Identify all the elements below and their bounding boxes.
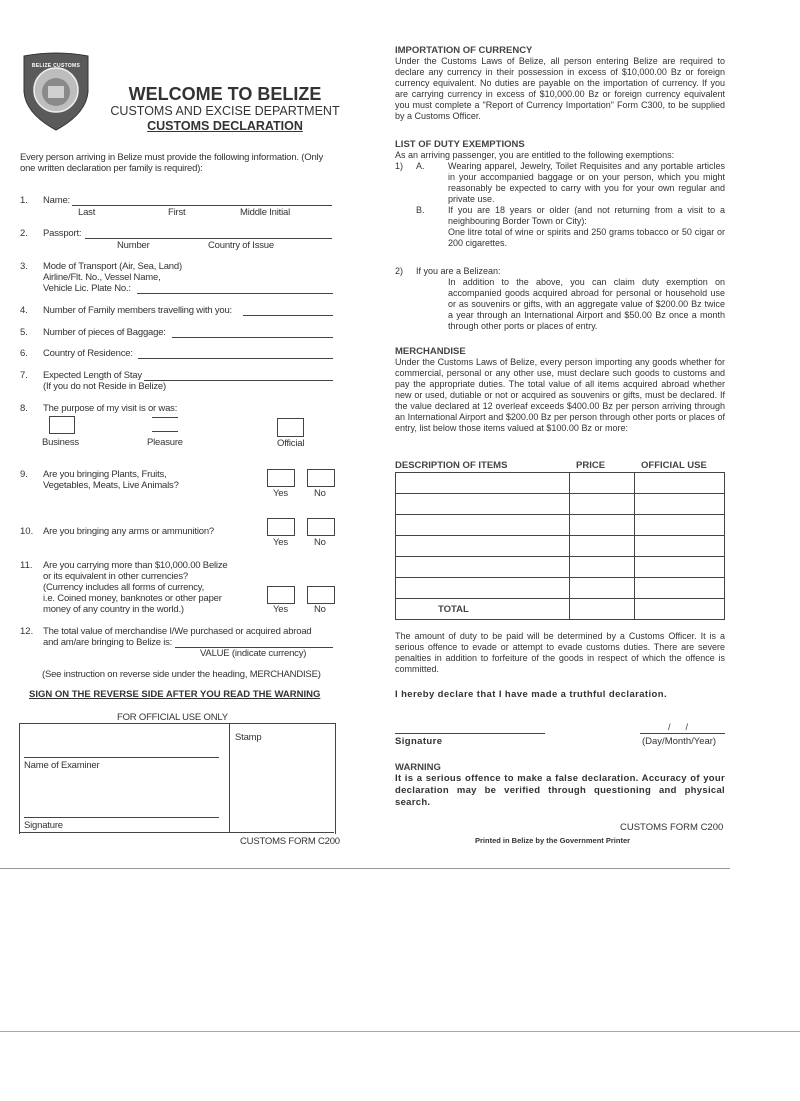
item-official-cell[interactable] — [635, 473, 725, 494]
examiner-signature-label: Signature — [24, 820, 63, 831]
family-members-input[interactable] — [243, 315, 333, 316]
item-description-cell[interactable] — [396, 473, 570, 494]
q11-yes-checkbox[interactable] — [267, 586, 295, 604]
duty-notice: The amount of duty to be paid will be determined by a Customs Officer. It is a serious offence to evade or attempt to evade customs duties. There are severe penalties in addition to forfeiture of the goods in respect of which the offence is committed. — [395, 631, 725, 674]
col-description: DESCRIPTION OF ITEMS — [395, 460, 508, 471]
q8-label: The purpose of my visit is or was: — [43, 403, 178, 414]
intro-text: Every person arriving in Belize must provide the following information. (Only one written declaration per family is required): — [20, 152, 323, 174]
table-row — [396, 515, 725, 536]
examiner-signature-input[interactable] — [24, 817, 219, 818]
pleasure-label: Pleasure — [147, 437, 183, 448]
stamp-label: Stamp — [235, 732, 262, 743]
item-price-cell[interactable] — [569, 557, 635, 578]
q12-line1: The total value of merchandise I/We purchased or acquired abroad — [43, 626, 312, 637]
official-checkbox[interactable] — [277, 418, 304, 437]
table-row — [396, 578, 725, 599]
logo-text: BELIZE CUSTOMS — [31, 63, 81, 69]
form-name: CUSTOMS DECLARATION — [147, 119, 303, 133]
exemptions-heading: LIST OF DUTY EXEMPTIONS — [395, 139, 525, 150]
q4-label: Number of Family members travelling with you: — [43, 305, 232, 316]
q9-no-checkbox[interactable] — [307, 469, 335, 487]
item-price-cell[interactable] — [569, 536, 635, 557]
q1-sub-last: Last — [78, 207, 96, 218]
col-official-use: OFFICIAL USE — [641, 460, 707, 471]
length-of-stay-input[interactable] — [144, 380, 333, 381]
printer-text: Printed in Belize by the Government Printer — [475, 836, 631, 845]
warning-heading: WARNING — [395, 762, 441, 773]
date-label: (Day/Month/Year) — [642, 736, 717, 747]
q11-line3: (Currency includes all forms of currency, — [43, 582, 205, 593]
exemption-2-num: 2) — [395, 266, 404, 276]
q10-label: Are you bringing any arms or ammunition? — [43, 526, 215, 537]
sign-notice: SIGN ON THE REVERSE SIDE AFTER YOU READ THE WARNING — [29, 689, 321, 700]
q11-line4: i.e. Coined money, banknotes or other paper — [43, 593, 222, 604]
q9-no-label: No — [314, 488, 326, 499]
item-description-cell[interactable] — [396, 557, 570, 578]
q9-yes-label: Yes — [273, 488, 288, 499]
pleasure-checkbox[interactable] — [152, 417, 178, 418]
q9-yes-checkbox[interactable] — [267, 469, 295, 487]
q2-number: 2. — [20, 228, 28, 239]
official-label: Official — [277, 438, 305, 449]
q11-line2: or its equivalent in other currencies? — [43, 571, 189, 582]
q11-line5: money of any country in the world.) — [43, 604, 184, 615]
name-input[interactable] — [72, 205, 332, 206]
table-total-row — [396, 599, 725, 620]
total-official-cell[interactable] — [635, 599, 725, 620]
signature-label: Signature — [395, 736, 443, 747]
item-price-cell[interactable] — [569, 515, 635, 536]
official-use-divider — [229, 723, 230, 833]
exemption-a-text: Wearing apparel, Jewelry, Toilet Requisites and any portable articles in your accompanied baggage or on your person, which you might reasonably be expected to carry with you for your own regular and private use. — [448, 161, 725, 204]
q11-no-label: No — [314, 604, 326, 615]
q7-line1: Expected Length of Stay — [43, 370, 142, 381]
item-description-cell[interactable] — [396, 494, 570, 515]
item-description-cell[interactable] — [396, 578, 570, 599]
form-code-left: CUSTOMS FORM C200 — [240, 836, 340, 847]
item-description-cell[interactable] — [396, 515, 570, 536]
q4-number: 4. — [20, 305, 28, 316]
exemption-b-text: If you are 18 years or older (and not returning from a visit to a neighbouring Border Town or City): — [448, 205, 725, 226]
stamp-bottom — [229, 832, 334, 833]
q1-number: 1. — [20, 195, 28, 206]
department-name: CUSTOMS AND EXCISE DEPARTMENT — [110, 104, 340, 118]
currency-heading: IMPORTATION OF CURRENCY — [395, 45, 533, 56]
business-checkbox[interactable] — [49, 416, 75, 434]
q10-yes-checkbox[interactable] — [267, 518, 295, 536]
items-table — [395, 472, 725, 620]
form-code-right: CUSTOMS FORM C200 — [620, 822, 724, 833]
col-price: PRICE — [576, 460, 606, 471]
q6-number: 6. — [20, 348, 28, 359]
total-price-cell[interactable] — [569, 599, 635, 620]
item-price-cell[interactable] — [569, 494, 635, 515]
total-label: TOTAL — [396, 599, 570, 620]
transport-input[interactable] — [137, 293, 333, 294]
q11-number: 11. — [20, 560, 33, 571]
q12-number: 12. — [20, 626, 34, 637]
official-bottom — [19, 832, 229, 833]
item-official-cell[interactable] — [635, 557, 725, 578]
item-price-cell[interactable] — [569, 473, 635, 494]
q3-line3: Vehicle Lic. Plate No.: — [43, 283, 131, 294]
merchandise-body: Under the Customs Laws of Belize, every person importing any goods whether for commercial, personal or any other use, must declare such goods to customs and pay the appropriate duties. The total value of all items acquired abroad whether new or used, dutiable or not or acquired as souvenirs or gifts, must be declared. If the value declared at 12 overleaf exceeds $400.00 Bz per person arriving through an International Airport and $200.00 Bz per person through other ports or places of entry, list below those items valued at $100.00 Bz or more: — [395, 357, 725, 433]
q3-line2: Airline/Flt. No., Vessel Name, — [43, 272, 161, 283]
page-title: WELCOME TO BELIZE — [128, 84, 322, 104]
item-official-cell[interactable] — [635, 536, 725, 557]
baggage-input[interactable] — [172, 337, 333, 338]
q7-line2: (If you do not Reside in Belize) — [43, 381, 166, 392]
q1-sub-middle: Middle Initial — [240, 207, 291, 218]
q10-no-checkbox[interactable] — [307, 518, 335, 536]
q11-no-checkbox[interactable] — [307, 586, 335, 604]
item-description-cell[interactable] — [396, 536, 570, 557]
examiner-label: Name of Examiner — [24, 760, 100, 771]
examiner-name-input[interactable] — [24, 757, 219, 758]
q5-number: 5. — [20, 327, 28, 338]
declaration-text: I hereby declare that I have made a truthful declaration. — [395, 689, 667, 700]
date-input[interactable] — [640, 733, 725, 734]
q2-label: Passport: — [43, 228, 82, 239]
q8-number: 8. — [20, 403, 28, 414]
q2-sub-country: Country of Issue — [208, 240, 274, 251]
q11-line1: Are you carrying more than $10,000.00 Belize — [43, 560, 228, 571]
exemption-2-label: If you are a Belizean: — [416, 266, 501, 276]
q2-sub-number: Number — [117, 240, 150, 251]
merchandise-heading: MERCHANDISE — [395, 346, 466, 357]
table-row — [396, 473, 725, 494]
q10-number: 10. — [20, 526, 34, 537]
item-price-cell[interactable] — [569, 578, 635, 599]
business-label: Business — [42, 437, 79, 448]
passport-input[interactable] — [85, 238, 332, 239]
q3-number: 3. — [20, 261, 28, 272]
currency-body: Under the Customs Laws of Belize, all person entering Belize are required to declare any currency in their possession in excess of $10,000.00 Bz or foreign currency equivalent. No duties are payable on the importation of currency. If you are carrying currency in excess of $10,000.00 Bz or foreign currency equivalent you must complete a "Report of Currency Importation" Form C300, to be supplied by a Customs Officer. — [395, 56, 725, 121]
table-row — [396, 557, 725, 578]
customs-logo-icon — [20, 52, 92, 132]
q9-line1: Are you bringing Plants, Fruits, — [43, 469, 167, 480]
exemption-2-text: In addition to the above, you can claim duty exemption on accompanied goods acquired abroad for personal or household use or as souvenirs or gifts, with an aggregate value of $200.00 Bz twice a year through an International Airport and $50.00 Bz once a month through other ports or places of entry. — [448, 277, 725, 331]
exemption-a-label: A. — [416, 161, 425, 171]
q1-label: Name: — [43, 195, 70, 206]
signature-input[interactable] — [395, 733, 545, 734]
exemption-1-num: 1) — [395, 161, 404, 171]
q12-line2: and am/are bringing to Belize is: — [43, 637, 173, 648]
exemptions-intro: As an arriving passenger, you are entitled to the following exemptions: — [395, 150, 675, 160]
q1-sub-first: First — [168, 207, 186, 218]
see-instruction-text: (See instruction on reverse side under the heading, MERCHANDISE) — [42, 669, 321, 680]
table-row — [396, 494, 725, 515]
exemption-b-label: B. — [416, 205, 425, 215]
q5-label: Number of pieces of Baggage: — [43, 327, 166, 338]
fold-line-top — [0, 868, 730, 869]
item-official-cell[interactable] — [635, 515, 725, 536]
official-use-title: FOR OFFICIAL USE ONLY — [117, 712, 228, 723]
table-row — [396, 536, 725, 557]
q10-no-label: No — [314, 537, 326, 548]
q11-yes-label: Yes — [273, 604, 288, 615]
date-slashes: / / — [668, 722, 689, 732]
q3-line1: Mode of Transport (Air, Sea, Land) — [43, 261, 182, 272]
q6-label: Country of Residence: — [43, 348, 133, 359]
warning-body: It is a serious offence to make a false declaration. Accuracy of your declaration may be verified through questioning and physical search. — [395, 773, 725, 808]
fold-line-bottom — [0, 1031, 800, 1032]
residence-input[interactable] — [138, 358, 333, 359]
exemption-b-text2: One litre total of wine or spirits and 250 grams tobacco or 50 cigar or 200 cigarettes. — [448, 227, 725, 248]
q12-sub-value: VALUE (indicate currency) — [200, 648, 307, 659]
pleasure-checkbox-bottom — [152, 431, 178, 432]
item-official-cell[interactable] — [635, 494, 725, 515]
q9-number: 9. — [20, 469, 28, 480]
q7-number: 7. — [20, 370, 28, 381]
q9-line2: Vegetables, Meats, Live Animals? — [43, 480, 179, 491]
item-official-cell[interactable] — [635, 578, 725, 599]
q10-yes-label: Yes — [273, 537, 288, 548]
